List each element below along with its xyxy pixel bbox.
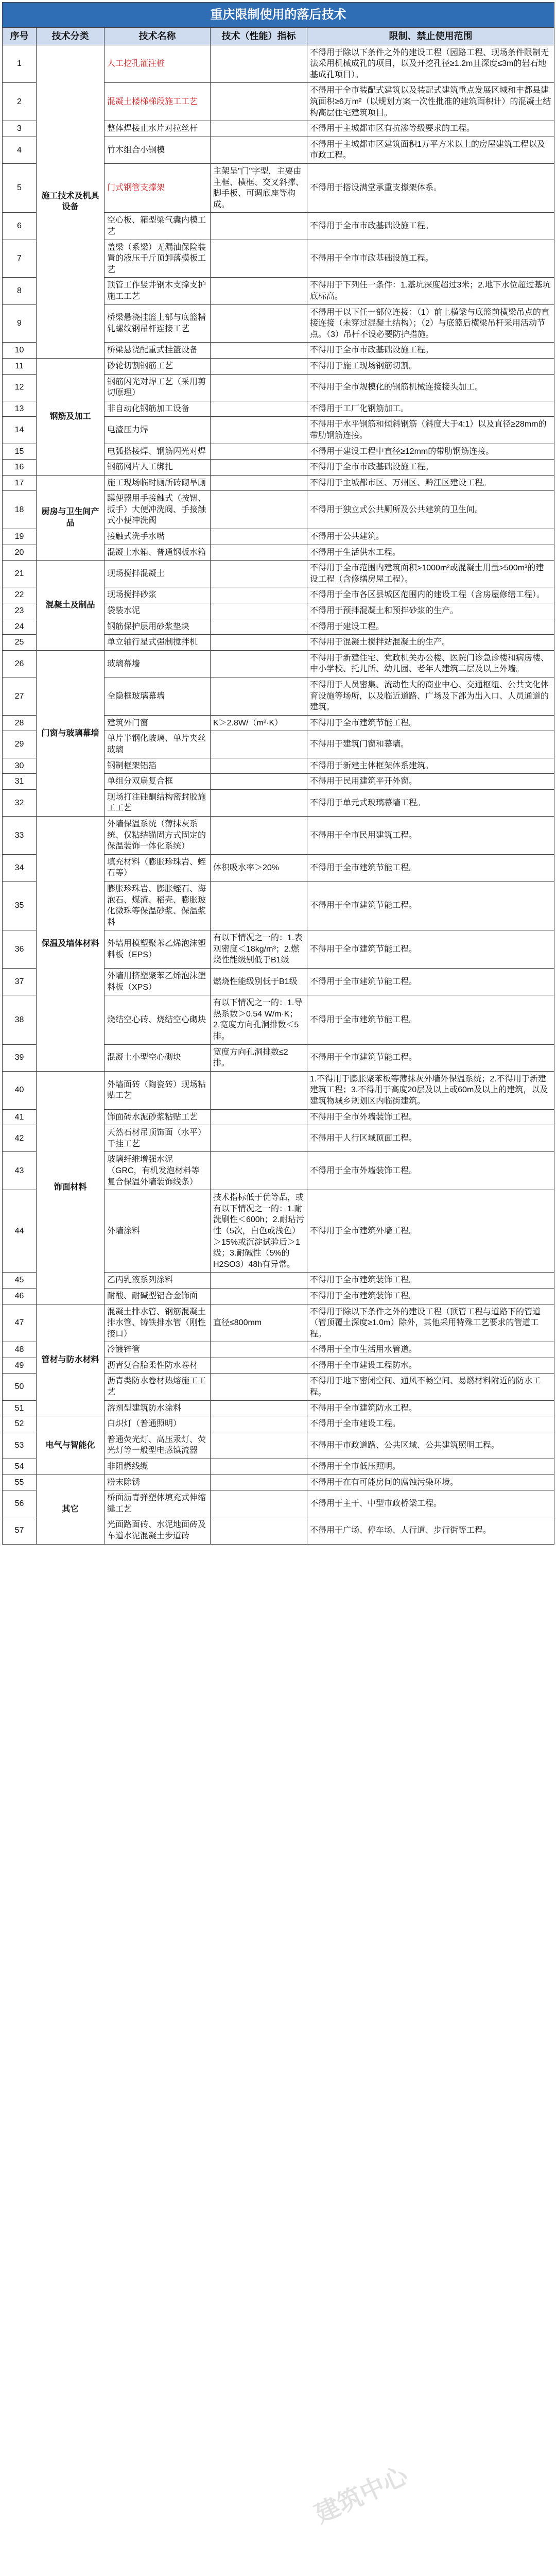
- technology-indicator: [211, 529, 307, 545]
- restriction-scope: 不得用于全市生活用水管道。: [307, 1342, 554, 1358]
- technology-indicator: 宽度方向孔洞排数≤2排。: [211, 1044, 307, 1071]
- technology-indicator: [211, 758, 307, 774]
- row-number: 47: [3, 1304, 37, 1342]
- restriction-scope: 不得用于下列任一条件：1.基坑深度超过3米；2.地下水位超过基坑底标高。: [307, 278, 554, 304]
- row-number: 51: [3, 1400, 37, 1416]
- restriction-scope: 不得用于新建主体框架体系建筑。: [307, 758, 554, 774]
- restriction-scope: 不得用于人行区域顶面工程。: [307, 1125, 554, 1152]
- restriction-scope: 不得用于民用建筑平开外窗。: [307, 774, 554, 790]
- technology-indicator: [211, 587, 307, 603]
- restriction-scope: 不得用于在有可能房间的腐蚀污染环境。: [307, 1475, 554, 1490]
- restriction-scope: 不得用于新建住宅、党政机关办公楼、医院门诊急诊楼和病房楼、中小学校、托儿所、幼儿园、老年人建筑二层及以上外墙。: [307, 650, 554, 677]
- category-cell: 其它: [37, 1475, 105, 1544]
- table-row: [3, 1416, 554, 1432]
- restriction-scope: 不得用于全市建筑节能工程。: [307, 969, 554, 995]
- row-number: 12: [3, 374, 37, 401]
- restriction-scope: 不得用于主城都市区建筑面积1万平方米以上的房屋建筑工程以及市政工程。: [307, 137, 554, 163]
- technology-name: 砂轮切割钢筋工艺: [105, 358, 211, 374]
- technology-name: 全隐框玻璃幕墙: [105, 677, 211, 716]
- restriction-scope: 不得用于全市建筑装饰工程。: [307, 1288, 554, 1304]
- technology-name: 外墙涂料: [105, 1190, 211, 1273]
- restriction-scope: 不得用于施工现场钢筋切割。: [307, 358, 554, 374]
- technology-name: 混凝土楼梯梯段施工工艺: [105, 83, 211, 121]
- row-number: 55: [3, 1475, 37, 1490]
- technology-indicator: [211, 677, 307, 716]
- row-number: 57: [3, 1517, 37, 1544]
- row-number: 24: [3, 619, 37, 635]
- row-number: 41: [3, 1109, 37, 1125]
- table-title: 重庆限制使用的落后技术: [3, 3, 554, 28]
- technology-name: 人工挖孔灌注桩: [105, 45, 211, 83]
- restriction-scope: 不得用于全市建筑节能工程。: [307, 1044, 554, 1071]
- technology-indicator: [211, 475, 307, 491]
- restriction-scope: 不得用于水平钢筋和倾斜钢筋（斜度大于4:1）以及直径≥28mm的带肋钢筋连接。: [307, 417, 554, 444]
- technology-indicator: [211, 1109, 307, 1125]
- row-number: 17: [3, 475, 37, 491]
- technology-indicator: [211, 1342, 307, 1358]
- restriction-scope: 不得用于全市建筑防水工程。: [307, 1400, 554, 1416]
- technology-indicator: [211, 444, 307, 460]
- technology-name: 电渣压力焊: [105, 417, 211, 444]
- technology-name: 烧结空心砖、烧结空心砌块: [105, 995, 211, 1044]
- technology-indicator: [211, 417, 307, 444]
- technology-indicator: [211, 1517, 307, 1544]
- technology-indicator: [211, 1358, 307, 1374]
- technology-indicator: 主架呈"门"字型，主要由主框、横框、交叉斜撑、脚手板、可调底座等构成。: [211, 164, 307, 213]
- technology-indicator: [211, 635, 307, 651]
- restriction-scope: 不得用于全市民用建筑工程。: [307, 816, 554, 854]
- restriction-scope: 不得用于全市装配式建筑以及装配式建筑重点发展区域和丰都县建筑面积≥6万m²（以规划方案一次性批准的建筑面积计）的混凝土结构高层住宅建筑项目。: [307, 83, 554, 121]
- restriction-scope: 不得用于全市建设工程。: [307, 1416, 554, 1432]
- technology-name: 外墙面砖（陶瓷砖）现场粘贴工艺: [105, 1071, 211, 1109]
- restriction-scope: 不得用于建设工程中直径≥12mm的带肋钢筋连接。: [307, 444, 554, 460]
- restriction-scope: 不得用于市政道路、公共区域、公共建筑照明工程。: [307, 1432, 554, 1459]
- technology-indicator: [211, 1475, 307, 1490]
- row-number: 50: [3, 1374, 37, 1400]
- table-row: [3, 45, 554, 83]
- restriction-scope: 不得用于全市建筑节能工程。: [307, 881, 554, 930]
- row-number: 4: [3, 137, 37, 163]
- row-number: 22: [3, 587, 37, 603]
- technology-name: 单片半钢化玻璃、单片夹丝玻璃: [105, 731, 211, 758]
- technology-name: 外墙保温系统（薄抹灰系统、仅粘结锚固方式固定的保温装饰一体化系统）: [105, 816, 211, 854]
- restriction-scope: 不得用于全市各区县城区范围内的建设工程（含房屋修缮工程）。: [307, 587, 554, 603]
- technology-name: 溶剂型建筑防水涂料: [105, 1400, 211, 1416]
- restriction-scope: 不得用于全市低压照明。: [307, 1459, 554, 1475]
- table-row: [3, 650, 554, 677]
- restriction-scope: 不得用于搭设满堂承重支撑架体系。: [307, 164, 554, 213]
- technology-indicator: [211, 121, 307, 137]
- technology-indicator: [211, 278, 307, 304]
- table-row: [3, 475, 554, 491]
- technology-indicator: K＞2.8W/（m²·K）: [211, 715, 307, 731]
- technology-indicator: [211, 374, 307, 401]
- row-number: 3: [3, 121, 37, 137]
- technology-name: 现场搅拌混凝土: [105, 561, 211, 587]
- restriction-scope: 不得用于全市建筑节能工程。: [307, 930, 554, 969]
- row-number: 8: [3, 278, 37, 304]
- restriction-scope: 不得用于全市范围内建筑面积>1000m²或混凝土用量>500m³的建设工程（含修缮房屋工程）。: [307, 561, 554, 587]
- technology-indicator: 技术指标低于优等品，或有以下情况之一的：1.耐洗刷性＜600h；2.耐玷污性（5次，白色或浅色）＞15%或沉淀试验后＞1级；3.耐碱性（5%的H2SO3）48h有异常。: [211, 1190, 307, 1273]
- restriction-scope: 不得用于除以下条件之外的建设工程（园路工程、现场条件限制无法采用机械成孔的项目，以及开挖孔径≥1.2m且深度≤3m的岩石地基成孔项目）。: [307, 45, 554, 83]
- technology-name: 钢制框架铝箔: [105, 758, 211, 774]
- row-number: 36: [3, 930, 37, 969]
- restriction-scope: 不得用于全市市政基础设施工程。: [307, 240, 554, 278]
- row-number: 26: [3, 650, 37, 677]
- restriction-scope: 不得用于全市建筑外墙工程。: [307, 1190, 554, 1273]
- technology-name: 普通荧光灯、高压汞灯、荧光灯等一般型电感镇流器: [105, 1432, 211, 1459]
- technology-indicator: [211, 1400, 307, 1416]
- technology-indicator: [211, 1374, 307, 1400]
- category-cell: 保温及墙体材料: [37, 816, 105, 1071]
- row-number: 27: [3, 677, 37, 716]
- technology-indicator: [211, 1416, 307, 1432]
- row-number: 14: [3, 417, 37, 444]
- technology-indicator: [211, 491, 307, 529]
- technology-name: 现场搅拌砂浆: [105, 587, 211, 603]
- technology-name: 膨胀珍珠岩、膨胀蛭石、海泡石、煤渣、稻壳、膨胀玻化微珠等保温砂浆、保温浆料: [105, 881, 211, 930]
- technology-name: 冷镀锌管: [105, 1342, 211, 1358]
- row-number: 45: [3, 1273, 37, 1289]
- technology-name: 光面路面砖、水泥地面砖及车道水泥混凝土步道砖: [105, 1517, 211, 1544]
- row-number: 10: [3, 343, 37, 359]
- technology-name: 袋装水泥: [105, 603, 211, 619]
- technology-name: 单组分双扇复合框: [105, 774, 211, 790]
- row-number: 7: [3, 240, 37, 278]
- technology-indicator: [211, 1432, 307, 1459]
- row-number: 18: [3, 491, 37, 529]
- technology-name: 整体焊接止水片对拉丝杆: [105, 121, 211, 137]
- technology-indicator: 直径≤800mm: [211, 1304, 307, 1342]
- category-cell: 电气与智能化: [37, 1416, 105, 1475]
- watermark-right: 建筑中心: [310, 2462, 412, 2529]
- technology-indicator: [211, 603, 307, 619]
- technology-indicator: [211, 1071, 307, 1109]
- technology-indicator: [211, 358, 307, 374]
- restriction-scope: 不得用于全市市政基础设施工程。: [307, 343, 554, 359]
- row-number: 25: [3, 635, 37, 651]
- technology-name: 门式钢管支撑架: [105, 164, 211, 213]
- technology-indicator: [211, 1288, 307, 1304]
- technology-indicator: [211, 1459, 307, 1475]
- table-header-row: [3, 28, 554, 45]
- technology-name: 混凝土小型空心砌块: [105, 1044, 211, 1071]
- technology-indicator: 有以下情况之一的：1.导热系数＞0.54 W/m·K；2.宽度方向孔洞排数＜5排。: [211, 995, 307, 1044]
- category-cell: 管材与防水材料: [37, 1304, 105, 1416]
- header-category: 技术分类: [37, 28, 105, 45]
- restriction-scope: 不得用于建设工程。: [307, 619, 554, 635]
- category-cell: 饰面材料: [37, 1071, 105, 1304]
- technology-name: 粉末除锈: [105, 1475, 211, 1490]
- technology-indicator: [211, 1490, 307, 1517]
- row-number: 11: [3, 358, 37, 374]
- technology-name: 盖梁（系梁）无漏油保险装置的液压千斤顶卸落模板工艺: [105, 240, 211, 278]
- restriction-scope: 不得用于全市建筑节能工程。: [307, 854, 554, 881]
- restriction-scope: 不得用于公共建筑。: [307, 529, 554, 545]
- technology-name: 电弧搭接焊、钢筋闪光对焊: [105, 444, 211, 460]
- table-row: [3, 1304, 554, 1342]
- row-number: 46: [3, 1288, 37, 1304]
- restriction-scope: 不得用于广场、停车场、人行道、步行街等工程。: [307, 1517, 554, 1544]
- technology-indicator: [211, 774, 307, 790]
- row-number: 33: [3, 816, 37, 854]
- row-number: 1: [3, 45, 37, 83]
- table-row: [3, 1475, 554, 1490]
- technology-name: 乙丙乳液系列涂料: [105, 1273, 211, 1289]
- technology-name: 顶管工作竖井钢木支撑支护施工工艺: [105, 278, 211, 304]
- row-number: 34: [3, 854, 37, 881]
- restriction-scope: 不得用于主城都市区、万州区、黔江区建设工程。: [307, 475, 554, 491]
- technology-name: 混凝土水箱、普通钢板水箱: [105, 545, 211, 561]
- row-number: 56: [3, 1490, 37, 1517]
- technology-indicator: [211, 545, 307, 561]
- technology-name: 钢筋闪光对焊工艺（采用剪切原理）: [105, 374, 211, 401]
- restriction-scope: 不得用于全市建筑节能工程。: [307, 995, 554, 1044]
- technology-name: 沥青复合胎柔性防水卷材: [105, 1358, 211, 1374]
- technology-name: 竹木组合小钢模: [105, 137, 211, 163]
- row-number: 29: [3, 731, 37, 758]
- category-cell: 混凝土及制品: [37, 561, 105, 651]
- technology-indicator: [211, 460, 307, 476]
- document-page: [2, 2, 554, 2529]
- technology-indicator: [211, 137, 307, 163]
- technology-name: 桥梁悬浇挂篮上部与底篮精轧螺纹钢吊杆连接工艺: [105, 304, 211, 343]
- restriction-scope: 不得用于全市外墙装饰工程。: [307, 1109, 554, 1125]
- technology-indicator: [211, 1125, 307, 1152]
- row-number: 43: [3, 1152, 37, 1190]
- row-number: 6: [3, 213, 37, 240]
- technology-indicator: 有以下情况之一的：1.表观密度＜18kg/m³；2.燃烧性能级别低于B1级: [211, 930, 307, 969]
- restriction-scope: 不得用于全市市政基础设施工程。: [307, 460, 554, 476]
- row-number: 28: [3, 715, 37, 731]
- technology-indicator: [211, 240, 307, 278]
- category-cell: 施工技术及机具设备: [37, 45, 105, 358]
- technology-name: 天然石材吊顶饰面（水平）干挂工艺: [105, 1125, 211, 1152]
- row-number: 40: [3, 1071, 37, 1109]
- row-number: 15: [3, 444, 37, 460]
- technology-indicator: [211, 45, 307, 83]
- technology-indicator: [211, 401, 307, 417]
- row-number: 39: [3, 1044, 37, 1071]
- row-number: 9: [3, 304, 37, 343]
- restriction-scope: 不得用于主干、中型市政桥梁工程。: [307, 1490, 554, 1517]
- row-number: 42: [3, 1125, 37, 1152]
- row-number: 19: [3, 529, 37, 545]
- restriction-scope: 不得用于工厂化钢筋加工。: [307, 401, 554, 417]
- restriction-scope: 不得用于单元式玻璃幕墙工程。: [307, 789, 554, 816]
- technology-name: 桥梁悬浇配重式挂篮设备: [105, 343, 211, 359]
- restriction-scope: 不得用于地下密闭空间、通风不畅空间、易燃材料附近的防水工程。: [307, 1374, 554, 1400]
- technology-indicator: 燃烧性能级别低于B1级: [211, 969, 307, 995]
- restriction-scope: 不得用于人员密集、流动性大的商业中心、交通枢纽、公共文化体育设施等场所，以及临近道路、广场及下部为出入口、人员通道的建筑。: [307, 677, 554, 716]
- row-number: 16: [3, 460, 37, 476]
- technology-name: 填充材料（膨胀珍珠岩、蛭石等）: [105, 854, 211, 881]
- technology-name: 外墙用挤塑聚苯乙烯泡沫塑料板（XPS）: [105, 969, 211, 995]
- restriction-scope: 不得用于独立式公共厕所及公共建筑的卫生间。: [307, 491, 554, 529]
- restriction-scope: 不得用于主城都市区有抗渗等级要求的工程。: [307, 121, 554, 137]
- technology-indicator: [211, 816, 307, 854]
- row-number: 30: [3, 758, 37, 774]
- technology-name: 耐酸、耐碱型铝合金饰面: [105, 1288, 211, 1304]
- technology-name: 沥青类防水卷材热熔施工工艺: [105, 1374, 211, 1400]
- technology-indicator: [211, 881, 307, 930]
- row-number: 53: [3, 1432, 37, 1459]
- restriction-scope: 不得用于全市外墙装饰工程。: [307, 1152, 554, 1190]
- category-cell: 钢筋及加工: [37, 358, 105, 475]
- restriction-scope: 不得用于全市市政基础设施工程。: [307, 213, 554, 240]
- restriction-scope: 1.不得用于膨胀聚苯板等薄抹灰外墙外保温系统；2.不得用于新建建筑工程；3.不得用于高度20层及以上或60m及以上的建筑，以及建筑物城乡规划区内临街建筑。: [307, 1071, 554, 1109]
- header-indicator: 技术（性能）指标: [211, 28, 307, 45]
- technology-name: 建筑外门窗: [105, 715, 211, 731]
- row-number: 21: [3, 561, 37, 587]
- restriction-scope: 不得用于全市建设工程防水。: [307, 1358, 554, 1374]
- row-number: 2: [3, 83, 37, 121]
- table-title-row: [3, 3, 554, 28]
- row-number: 38: [3, 995, 37, 1044]
- table-row: [3, 1071, 554, 1109]
- table-row: [3, 561, 554, 587]
- row-number: 54: [3, 1459, 37, 1475]
- restriction-scope: 不得用于建筑门窗和幕墙。: [307, 731, 554, 758]
- technology-name: 非阻燃线缆: [105, 1459, 211, 1475]
- technology-name: 单立轴行星式强制搅拌机: [105, 635, 211, 651]
- technology-indicator: [211, 304, 307, 343]
- technology-indicator: [211, 789, 307, 816]
- technology-name: 外墙用模塑聚苯乙烯泡沫塑料板（EPS）: [105, 930, 211, 969]
- technology-indicator: [211, 1273, 307, 1289]
- header-scope: 限制、禁止使用范围: [307, 28, 554, 45]
- header-name: 技术名称: [105, 28, 211, 45]
- technology-indicator: [211, 561, 307, 587]
- technology-name: 钢筋网片人工绑扎: [105, 460, 211, 476]
- technology-indicator: [211, 83, 307, 121]
- technology-name: 钢筋保护层用砂浆垫块: [105, 619, 211, 635]
- row-number: 20: [3, 545, 37, 561]
- category-cell: 门窗与玻璃幕墙: [37, 650, 105, 816]
- restriction-scope: 不得用于预拌混凝土和预拌砂浆的生产。: [307, 603, 554, 619]
- restriction-scope: 不得用于全市建筑节能工程。: [307, 715, 554, 731]
- technology-indicator: [211, 1152, 307, 1190]
- row-number: 13: [3, 401, 37, 417]
- technology-name: 非自动化钢筋加工设备: [105, 401, 211, 417]
- technology-name: 白炽灯（普通照明）: [105, 1416, 211, 1432]
- restricted-technology-table: [2, 2, 554, 1545]
- technology-indicator: [211, 213, 307, 240]
- restriction-scope: 不得用于混凝土搅拌站混凝土的生产。: [307, 635, 554, 651]
- row-number: 49: [3, 1358, 37, 1374]
- restriction-scope: 不得用于以下任一部位连接：（1）前上横梁与底篮前横梁吊点的直接连接（未穿过混凝土结构）；（2）与底篮后横梁吊杆采用活动节点。（3）吊杆不设必要防护措施。: [307, 304, 554, 343]
- row-number: 35: [3, 881, 37, 930]
- row-number: 44: [3, 1190, 37, 1273]
- technology-indicator: [211, 650, 307, 677]
- technology-name: 接触式洗手水嘴: [105, 529, 211, 545]
- technology-name: 混凝土排水管、钢筋混凝土排水管、铸铁排水管（刚性接口）: [105, 1304, 211, 1342]
- restriction-scope: 不得用于全市规模化的钢筋机械连接接头加工。: [307, 374, 554, 401]
- technology-name: 玻璃幕墙: [105, 650, 211, 677]
- technology-indicator: 体积吸水率＞20%: [211, 854, 307, 881]
- technology-name: 桥面沥青弹塑体填充式伸缩缝工艺: [105, 1490, 211, 1517]
- header-no: 序号: [3, 28, 37, 45]
- table-row: [3, 358, 554, 374]
- technology-indicator: [211, 731, 307, 758]
- row-number: 52: [3, 1416, 37, 1432]
- technology-name: 空心板、箱型梁气囊内模工艺: [105, 213, 211, 240]
- technology-name: 玻璃纤维增强水泥（GRC，有机发泡材料等复合保温外墙装饰线条）: [105, 1152, 211, 1190]
- category-cell: 厨房与卫生间产品: [37, 475, 105, 561]
- technology-indicator: [211, 343, 307, 359]
- technology-name: 施工现场临时厕所砖砌旱厕: [105, 475, 211, 491]
- row-number: 37: [3, 969, 37, 995]
- technology-name: 蹲便器用手接触式（按钮、扳手）大便冲洗阀、手接触式小便冲洗阀: [105, 491, 211, 529]
- table-row: [3, 816, 554, 854]
- restriction-scope: 不得用于生活供水工程。: [307, 545, 554, 561]
- row-number: 31: [3, 774, 37, 790]
- restriction-scope: 不得用于全市建筑装饰工程。: [307, 1273, 554, 1289]
- row-number: 5: [3, 164, 37, 213]
- technology-indicator: [211, 619, 307, 635]
- row-number: 48: [3, 1342, 37, 1358]
- restriction-scope: 不得用于除以下条件之外的建设工程（顶管工程与道路下的管道（管顶覆土深度≥1.0m）除外，其他采用特殊工艺要求的管道工程。: [307, 1304, 554, 1342]
- row-number: 32: [3, 789, 37, 816]
- technology-name: 现场打注硅酮结构密封胶施工工艺: [105, 789, 211, 816]
- row-number: 23: [3, 603, 37, 619]
- technology-name: 饰面砖水泥砂浆粘贴工艺: [105, 1109, 211, 1125]
